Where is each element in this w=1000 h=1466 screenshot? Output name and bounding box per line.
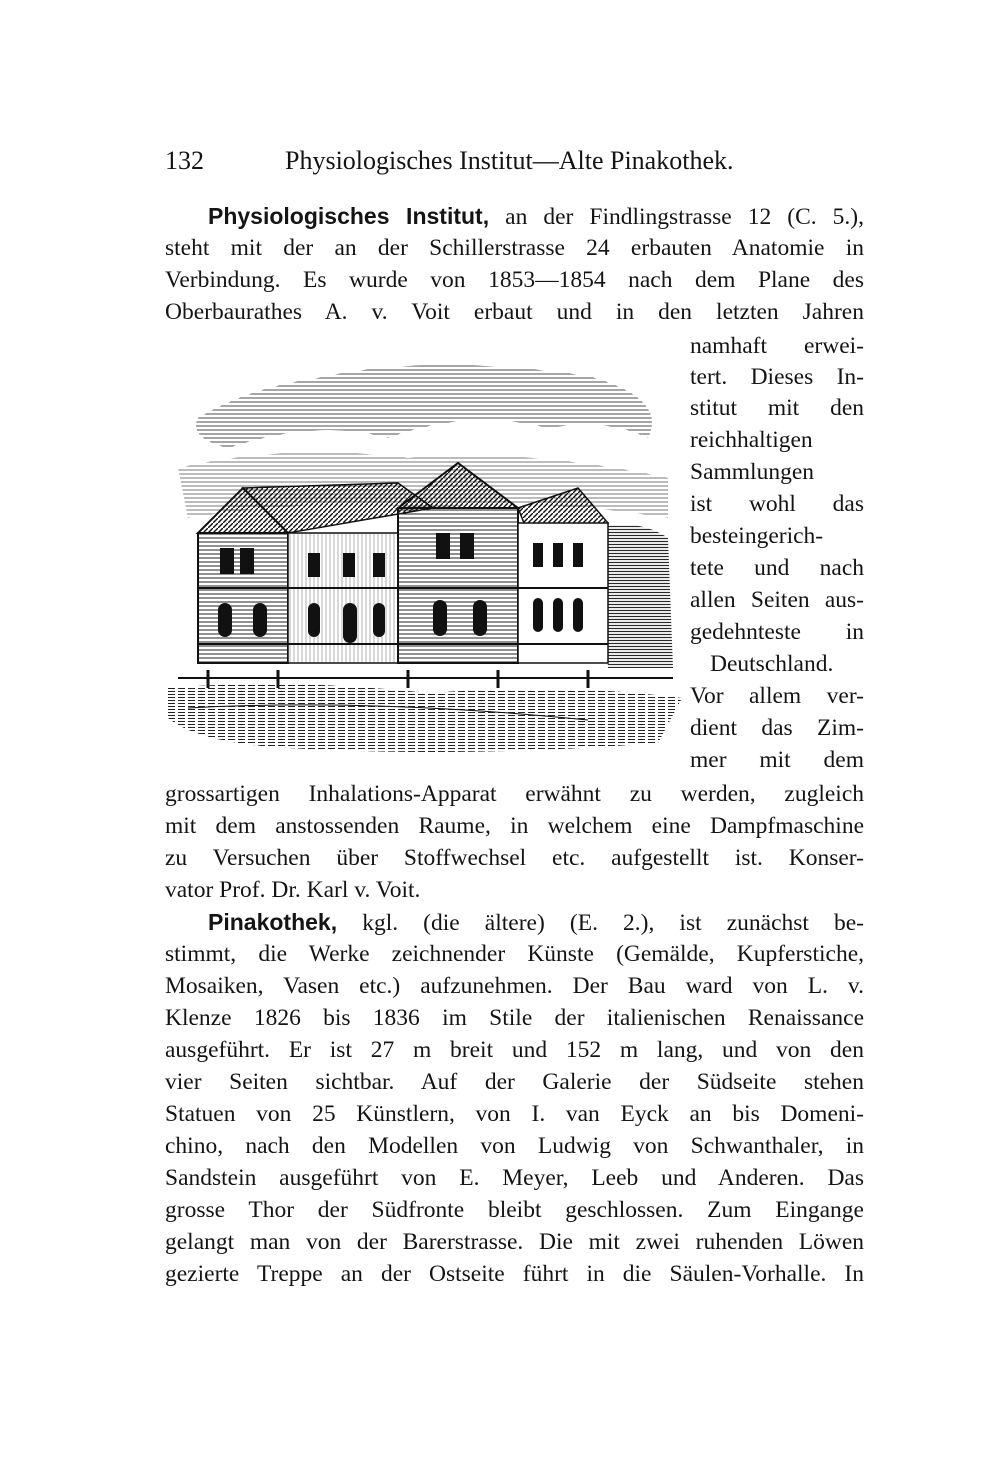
text-line: steht mit der an der Schillerstrasse 24 erbauten Anatomie in: [165, 235, 864, 261]
text-line: vier Seiten sichtbar. Auf der Galerie der Südseite stehen: [165, 1069, 864, 1095]
section2-line1-rest: kgl. (die ältere) (E. 2.), ist zunächst be-: [362, 910, 865, 936]
page-number: 132: [165, 146, 204, 175]
text-line: grosse Thor der Südfronte bleibt geschlossen. Zum Eingange: [165, 1197, 864, 1223]
text-line: vator Prof. Dr. Karl v. Voit.: [165, 877, 421, 903]
side-text-line: stitut mit den: [690, 395, 864, 421]
text-line: Klenze 1826 bis 1836 im Stile der italienischen Renaissance: [165, 1005, 864, 1031]
text-line: Sandstein ausgeführt von E. Meyer, Leeb und Anderen. Das: [165, 1165, 864, 1191]
side-text-line: Deutschland.: [710, 651, 834, 677]
text-line: Statuen von 25 Künstlern, von I. van Eyck an bis Domeni-: [165, 1101, 864, 1127]
side-text-line: reichhaltigen: [690, 427, 813, 453]
text-line: Oberbaurathes A. v. Voit erbaut und in den letzten Jahren: [165, 299, 864, 325]
text-line: Mosaiken, Vasen etc.) aufzunehmen. Der Bau ward von L. v.: [165, 973, 864, 999]
side-text-line: besteingerich-: [690, 523, 824, 549]
text-line: Verbindung. Es wurde von 1853—1854 nach dem Plane des: [165, 267, 864, 293]
side-text-line: ist wohl das: [690, 491, 864, 517]
text-line: mit dem anstossenden Raume, in welchem eine Dampfmaschine: [165, 813, 864, 839]
running-header: [165, 146, 865, 180]
text-line: stimmt, die Werke zeichnender Künste (Gemälde, Kupferstiche,: [165, 941, 864, 967]
side-text-line: tert. Dieses In-: [690, 364, 864, 390]
text-line: zu Versuchen über Stoffwechsel etc. aufgestellt ist. Konser-: [165, 845, 864, 871]
text-line: chino, nach den Modellen von Ludwig von Schwanthaler, in: [165, 1133, 864, 1159]
side-text-line: namhaft erwei-: [690, 333, 864, 359]
running-title: Physiologisches Institut—Alte Pinakothek.: [285, 146, 734, 175]
text-line: gezierte Treppe an der Ostseite führt in die Säulen-Vorhalle. In: [165, 1261, 864, 1287]
side-text-line: mer mit dem: [690, 747, 864, 773]
section1-first-line: [208, 200, 864, 232]
section2-first-line: [208, 906, 864, 938]
side-text-line: allen Seiten aus-: [690, 587, 864, 613]
section2-heading: Pinakothek,: [208, 909, 338, 935]
side-text-line: gedehnteste in: [690, 619, 864, 645]
building-engraving-icon: [168, 348, 682, 758]
section1-line1-rest: an der Findlingstrasse 12 (C. 5.),: [505, 204, 865, 230]
side-text-line: tete und nach: [690, 555, 864, 581]
text-line: grossartigen Inhalations-Apparat erwähnt zu werden, zugleich: [165, 781, 864, 807]
side-text-line: dient das Zim-: [690, 715, 864, 741]
section1-heading: Physiologisches Institut,: [208, 203, 490, 229]
side-text-line: Sammlungen: [690, 459, 815, 485]
text-line: ausgeführt. Er ist 27 m breit und 152 m lang, und von den: [165, 1037, 864, 1063]
side-text-line: Vor allem ver-: [690, 683, 864, 709]
text-line: gelangt man von der Barerstrasse. Die mit zwei ruhenden Löwen: [165, 1229, 864, 1255]
